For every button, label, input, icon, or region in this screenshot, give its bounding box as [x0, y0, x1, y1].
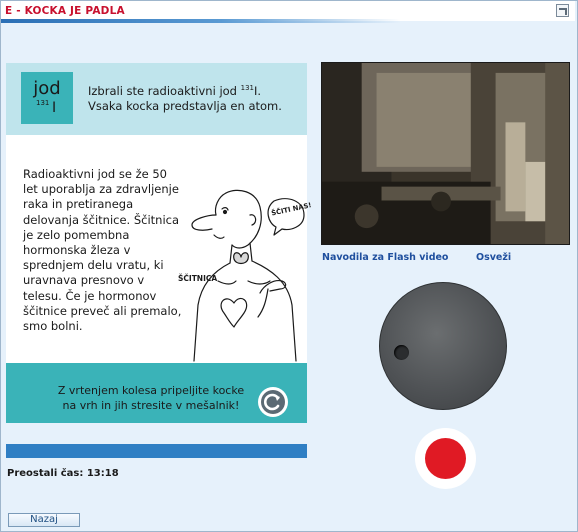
popout-icon[interactable] [556, 4, 569, 17]
refresh-link[interactable]: Osveži [476, 252, 512, 263]
refresh-arrow-icon [261, 390, 285, 414]
instruction-box [6, 363, 307, 423]
thyroid-illustration-icon [178, 185, 313, 363]
element-tile [21, 72, 73, 124]
intro-line2: Vsaka kocka predstavlja en atom. [88, 98, 282, 113]
intro-text [88, 81, 300, 114]
instruction-text: Z vrtenjem kolesa pripeljite kocke na vrh in jih stresite v mešalnik! [57, 384, 245, 412]
remaining-time [7, 468, 119, 479]
camera-video-icon [322, 63, 569, 244]
window-title: E - KOCKA JE PADLA [5, 5, 125, 17]
wheel-handle-hole [394, 345, 409, 360]
intro-sup: 131 [240, 84, 255, 92]
progress-bar [6, 444, 307, 458]
timer-label: Preostali čas: [7, 468, 84, 479]
info-panel [6, 63, 313, 423]
speech-bubble-text: ŠČITI NAS! [270, 201, 313, 218]
intro-line1-pre: Izbrali ste radioaktivni jod [88, 83, 241, 98]
record-button[interactable] [415, 428, 476, 489]
title-bar [1, 1, 575, 21]
back-button[interactable]: Nazaj [8, 513, 80, 527]
info-body-text: Radioaktivni jod se že 50 let uporablja za zdravljenje raka in pretiranega delovanja ščitnice. Ščitnica je zelo pomembna hormonska žleza v sprednjem delu vratu, ki uravnava presnovo v telesu. Če je hormonov ščitnice preveč ali premalo, smo bolni. [23, 167, 182, 334]
rotate-icon[interactable] [258, 387, 288, 417]
video-feed[interactable] [321, 62, 570, 245]
rotation-wheel[interactable] [379, 282, 507, 410]
timer-value: 13:18 [86, 468, 119, 479]
element-name: jod [33, 78, 61, 99]
title-underline [1, 19, 401, 23]
element-mass: 131 [36, 99, 50, 107]
thyroid-label: ŠČITNICA [178, 274, 218, 283]
intro-line1-post: I. [254, 83, 262, 98]
flash-video-help-link[interactable]: Navodila za Flash video [322, 252, 449, 263]
element-info-box [6, 63, 307, 135]
element-symbol: I [52, 100, 57, 116]
record-dot-icon [425, 438, 466, 479]
